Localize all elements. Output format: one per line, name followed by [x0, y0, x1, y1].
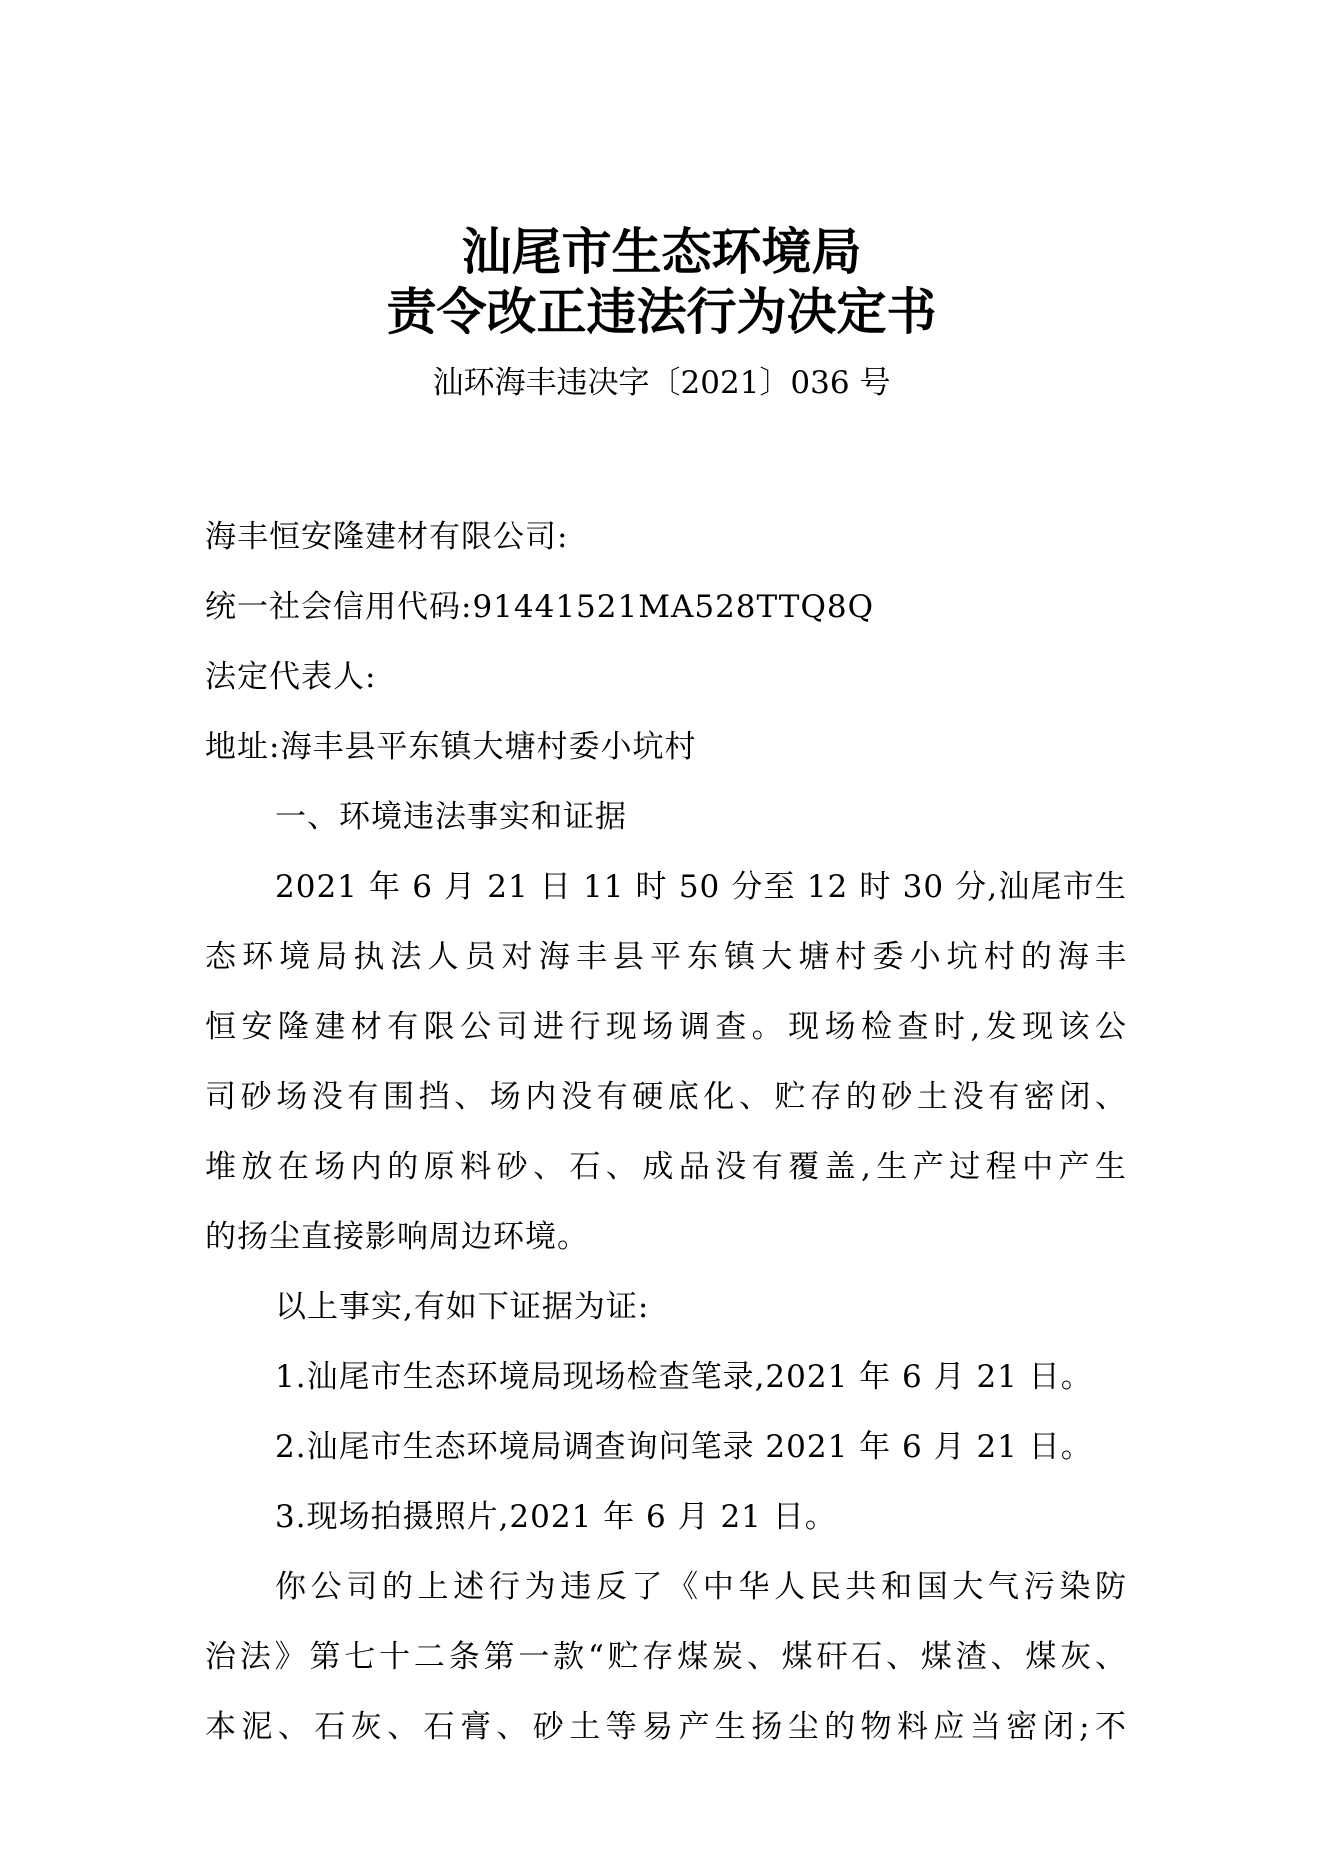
evidence-item: 1.汕尾市生态环境局现场检查笔录,2021 年 6 月 21 日。 — [275, 1359, 1093, 1395]
document-title-agency: 汕尾市生态环境局 — [461, 223, 862, 281]
facts-line: 恒安隆建材有限公司进行现场调查。现场检查时,发现该公 — [205, 1009, 1127, 1045]
document-number: 汕环海丰违决字〔2021〕036 号 — [432, 365, 891, 401]
recipient-company: 海丰恒安隆建材有限公司: — [205, 519, 569, 555]
evidence-item: 3.现场拍摄照片,2021 年 6 月 21 日。 — [275, 1499, 837, 1535]
evidence-item: 2.汕尾市生态环境局调查询问笔录 2021 年 6 月 21 日。 — [275, 1429, 1093, 1465]
credit-code: 统一社会信用代码:91441521MA528TTQ8Q — [205, 589, 875, 625]
facts-line: 的扬尘直接影响周边环境。 — [205, 1219, 589, 1255]
evidence-intro: 以上事实,有如下证据为证: — [275, 1289, 650, 1325]
facts-line: 堆放在场内的原料砂、石、成品没有覆盖,生产过程中产生 — [205, 1149, 1127, 1185]
address: 地址:海丰县平东镇大塘村委小坑村 — [205, 729, 697, 765]
facts-line: 司砂场没有围挡、场内没有硬底化、贮存的砂土没有密闭、 — [205, 1079, 1127, 1115]
legal-representative: 法定代表人: — [205, 659, 377, 695]
violation-line: 本泥、石灰、石膏、砂土等易产生扬尘的物料应当密闭;不 — [205, 1709, 1127, 1745]
facts-line: 2021 年 6 月 21 日 11 时 50 分至 12 时 30 分,汕尾市生 — [275, 869, 1127, 905]
facts-line: 态环境局执法人员对海丰县平东镇大塘村委小坑村的海丰 — [205, 939, 1127, 975]
violation-line: 你公司的上述行为违反了《中华人民共和国大气污染防 — [275, 1569, 1127, 1605]
violation-line: 治法》第七十二条第一款“贮存煤炭、煤矸石、煤渣、煤灰、 — [205, 1639, 1127, 1675]
document-title-decision: 责令改正违法行为决定书 — [386, 283, 937, 341]
section-heading-facts: 一、环境违法事实和证据 — [275, 799, 627, 835]
